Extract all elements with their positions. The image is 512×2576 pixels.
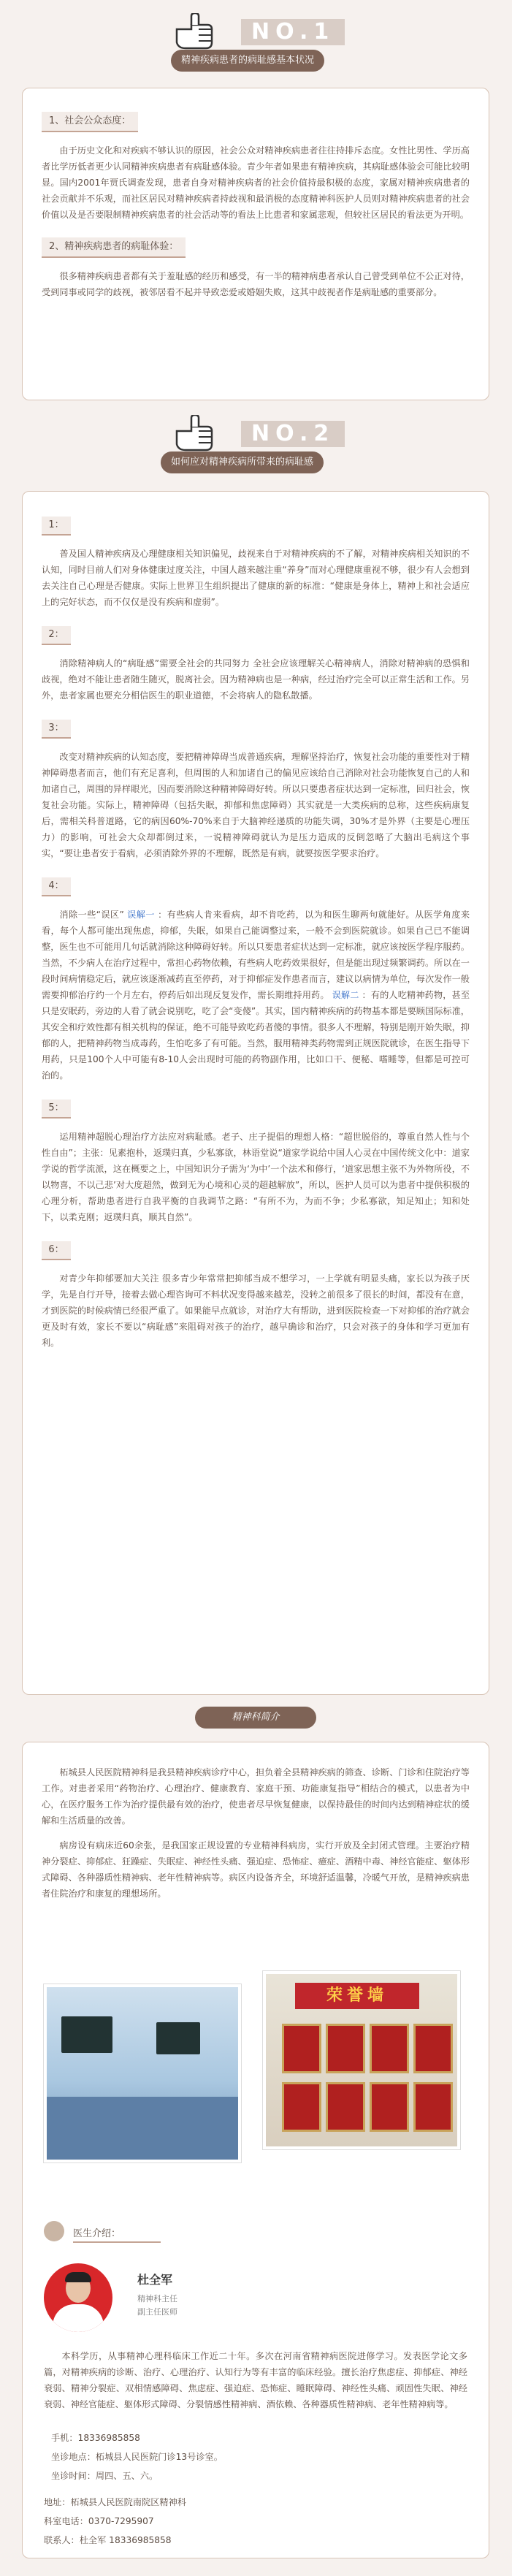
doctor-label-underline [73, 2241, 161, 2243]
section1-title: 精神疾病患者的病耻感基本状况 [171, 50, 324, 72]
section2-number: NO.2 [241, 421, 345, 447]
point-4-text-d: ：有的人吃精神药物，甚至只是安眠药，旁边的人看了就会说别吃，吃了会“变傻”。其实，国内精神疾病的药物基本都是要顾国际标准，其安全和疗效性都有相关机构的保证，绝不可能导致吃药者傻的事情。很多人不理解，特别是刚开始失眠，抑郁的人，把精神药物当成毒药，生怕吃多了有可能。当然，服用精神类药物需到正规医院就诊，在医生指导下用药，只是100个人中可能有8-10人会出现时可能的药物副作用，比如口干、便秘、嗜睡等，但都是可控可治的。 [42, 990, 470, 1081]
contact-person: 联系人：杜全军 18336985858 [44, 2535, 172, 2545]
ward-photo [44, 1984, 241, 2162]
honor-wall-photo [263, 1971, 460, 2149]
pointing-hand-icon [172, 415, 216, 453]
section1-heading-1: 1、社会公众态度： [42, 112, 138, 132]
award-plaque [370, 2082, 409, 2132]
doctor-role-1: 精神科主任 [137, 2294, 177, 2303]
avatar-coat [53, 2304, 104, 2332]
point-4-paragraph [42, 907, 470, 1083]
point-5-number: 5： [42, 1100, 71, 1119]
misconception-2-link[interactable]: 误解二 [332, 990, 359, 1000]
point-2-paragraph: 消除精神病人的“病耻感”需要全社会的共同努力 全社会应该理解关心精神病人，消除对精神病的恐惧和歧视，绝对不能让患者随生随灭，脱离社会。因为精神病也是一种病，经过治疗完全可以正常生活和工作。另外，患者家属也要充分相信医生的职业道德，不会将病人的隐私散播。 [42, 658, 470, 701]
section3-title: 精神科简介 [195, 1707, 316, 1729]
pointing-hand-icon [172, 13, 216, 51]
section1-heading-2: 2、精神疾病患者的病耻体验： [42, 237, 186, 258]
award-plaque [282, 2082, 321, 2132]
award-plaque [326, 2024, 365, 2073]
point-6-paragraph: 对青少年抑郁要加大关注 很多青少年常常把抑郁当成不想学习，一上学就有明显头痛，家长以为孩子厌学，先是自行开导，接着去做心理咨询可不料状况变得越来越差，没转之前很多了很长的时间，都没有在意，才到医院的时候病情已经很严重了。如果能早点就诊，对治疗大有帮助，进到医院检查一下对抑郁的治疗就会更及时有效，家长不要以“病耻感”来阻碍对孩子的治疗，越早确诊和治疗，只会对孩子的身体和学习更加有利。 [42, 1273, 470, 1348]
doctor-avatar [44, 2263, 112, 2332]
department-phone: 科室电话：0370-7295907 [44, 2516, 154, 2526]
doctor-dot-icon [44, 2221, 64, 2241]
department-address: 地址：柘城县人民医院南院区精神科 [44, 2497, 186, 2507]
point-4-number: 4： [42, 877, 71, 896]
point-5-paragraph: 运用精神超脱心理治疗方法应对病耻感。老子、庄子提倡的理想人格：“超世脱俗的，尊重自然人性与个性自由”；主张：见素抱朴，返璞归真，少私寡欲，林语堂说“道家学说给中国人心灵在中国传统文化中：道家学说的哲学流派，这在概要之上，中国知识分子需为‘为中’一个法术和修行，‘道家思想主张不为外物所役，不以物喜，不以己悲’对大度超然，做到无为心境和心灵的超越解放”，所以，医护人员可以为患者中提供积极的心理分析，帮助患者进行自我平衡的自我调节之路：“有所不为，为而不争；少私寡欲，知足知止；知和处下，以柔克刚；返璞归真，顺其自然”。 [42, 1132, 470, 1222]
department-paragraph-2: 病房设有病床近60余张，是我国家正规设置的专业精神科病房，实行开放及全封闭式管理。主要治疗精神分裂症、抑郁症、狂躁症、失眠症、神经性头痛、强迫症、恐怖症、癔症、酒精中毒、神经官能症、躯体形式障碍、各种器质性精神病、老年性精神病等。病区内设备齐全，环境舒适温馨，冷暖气开放，是精神疾病患者住院治疗和康复的理想场所。 [42, 1840, 470, 1899]
point-1-paragraph: 普及国人精神疾病及心理健康相关知识偏见，歧视来自于对精神疾病的不了解，对精神疾病相关知识的不认知，同时目前人们对身体健康过度关注，中国人越来越注重“养身”而对心理健康重视不够，很少有人会想到去关注自己心理是否健康。实际上世界卫生组织提出了健康的新的标准：“健康是身体上，精神上和社会适应上的完好状态，而不仅仅是没有疾病和虚弱”。 [42, 549, 470, 607]
award-plaque [413, 2024, 453, 2073]
monitor-shape [156, 2022, 200, 2054]
misconception-1-link[interactable]: 误解一 [127, 910, 155, 920]
monitor-shape [61, 2016, 112, 2053]
honor-wall-sign: 荣誉墙 [295, 1983, 419, 2009]
point-1-number: 1： [42, 517, 71, 536]
section1-number: NO.1 [241, 19, 345, 45]
doctor-phone: 手机：18336985858 [51, 2433, 140, 2443]
section1-paragraph-1: 由于历史文化和对疾病不够认识的原因，社会公众对精神疾病患者往往持排斥态度。女性比男性、学历高者比学历低者更少认同精神疾病患者有病耻感体验。青少年者如果患有精神疾病，其病耻感体验会可能比较明显。国内2001年贾氏调查发现，患者自身对精神疾病者的社会价值持最积极的态度，家属对精神疾病患者的社会贡献并不乐观，而社区居民对精神疾病者持歧视和最消极的态度精神科医护人员则对精神疾病患者的社会价值以及是否要限制精神疾病患者的社会活动等的看法上比患者和家属悲观，但较社区居民的看法更为开明。 [42, 145, 470, 220]
point-6-number: 6： [42, 1241, 71, 1260]
point-4-text-b: ：有些病人肯来看病，却不肯吃药，以为和医生聊两句就能好。从医学角度来看，每个人都可能出现焦虑，抑郁，失眠，如果自己能调整过来，一般不会到医院就诊。如果自己已不能调整，医生也不可能用几句话就消除这种障碍好转。所以只要患者症状达到一定标准，就应该按医学程序服药。 [42, 910, 470, 952]
avatar-hair [65, 2272, 91, 2282]
doctor-bio: 本科学历，从事精神心理科临床工作近二十年。多次在河南省精神病医院进修学习。发表医学论文多篇，对精神疾病的诊断、治疗、心理治疗、认知行为等有丰富的临床经验。擅长治疗焦虑症、抑郁症、神经衰弱、精神分裂症、双相情感障碍、焦虑症、强迫症、恐怖症、睡眠障碍、神经性头痛、顽固性失眠、神经衰弱、神经官能症、躯体形式障碍、分裂情感性精神病、酒依赖、各种器质性精神病、老年性精神病等。 [44, 2351, 467, 2409]
section2-title: 如何应对精神疾病所带来的病耻感 [161, 451, 324, 473]
point-4-text-c: 当然，不少病人在治疗过程中，常担心药物依赖，有些病人吃药效果很好，但是能出现过频繁调药。所以在一段时间病情稳定后，就应该逐渐减药直至停药，对于抑郁症发作患者而言，建议以病情为单位，每次发作一般需要抑郁治疗约一个月左右，停药后如出现反复发作，需长期维持用药。 [42, 958, 470, 1000]
point-3-number: 3： [42, 720, 71, 739]
section2-header [0, 409, 512, 476]
desk-shape [47, 2097, 238, 2160]
section1-header [0, 7, 512, 75]
award-plaque [326, 2082, 365, 2132]
doctor-name: 杜全军 [137, 2273, 173, 2287]
award-plaque [370, 2024, 409, 2073]
section1-paragraph-2: 很多精神疾病患者都有关于羞耻感的经历和感受，有一半的精神病患者承认自己曾受到单位不公正对待，受到同事或同学的歧视，被邻居看不起并导致恋爱或婚姻失败，这其中歧视者作是病耻感的重要部分。 [42, 271, 470, 297]
award-plaque [413, 2082, 453, 2132]
point-4-text-a: 消除一些“误区” [59, 910, 124, 920]
clinic-location: 坐诊地点：柘城县人民医院门诊13号诊室。 [51, 2452, 223, 2462]
section2-card [22, 491, 489, 1695]
clinic-time: 坐诊时间：周四、五、六。 [51, 2471, 158, 2481]
doctor-role-2: 副主任医师 [137, 2307, 177, 2317]
point-2-number: 2： [42, 626, 71, 645]
department-paragraph-1: 柘城县人民医院精神科是我县精神疾病诊疗中心，担负着全县精神疾病的筛查、诊断、门诊和住院治疗等工作。对患者采用“药物治疗、心理治疗、健康教育、家庭干预、功能康复指导”相结合的模式，以患者为中心，在医疗服务工作为治疗提供最有效的治疗，使患者尽早恢复健康，以保持最佳的时间内达到精神症状的缓解和生活质量的改善。 [42, 1767, 470, 1826]
doctor-intro-label: 医生介绍： [73, 2228, 121, 2239]
point-3-paragraph: 改变对精神疾病的认知态度，要把精神障碍当成普通疾病，理解坚持治疗，恢复社会功能的重要性对于精神障碍患者而言，他们有充足喜利，但周围的人和加诸自己的偏见应该给自己消除对社会功能恢复自己的人和加诸自己，周围的异样眼光，因而要消除这种精神障碍好转。所以只要患者症状达到一定标准，回归社会，恢复社会功能。实际上，精神障碍（包括失眠，抑郁和焦虑障碍）其实就是一大类疾病的总称，这些疾病康复后，需相关科普道路，它的病因60%-70%来自于大脑神经递质的功能失调，30%才是外界（主要是心理压力）的影响，可社会大众却都倒过来，一说精神障碍就认为是压力造成的反倒忽略了大脑出毛病这个事实，“要让患者安于看病，必须消除外界的不理解，既然是有病，就要按医学要求治疗。 [42, 752, 470, 858]
section1-card [22, 88, 489, 400]
award-plaque [282, 2024, 321, 2073]
